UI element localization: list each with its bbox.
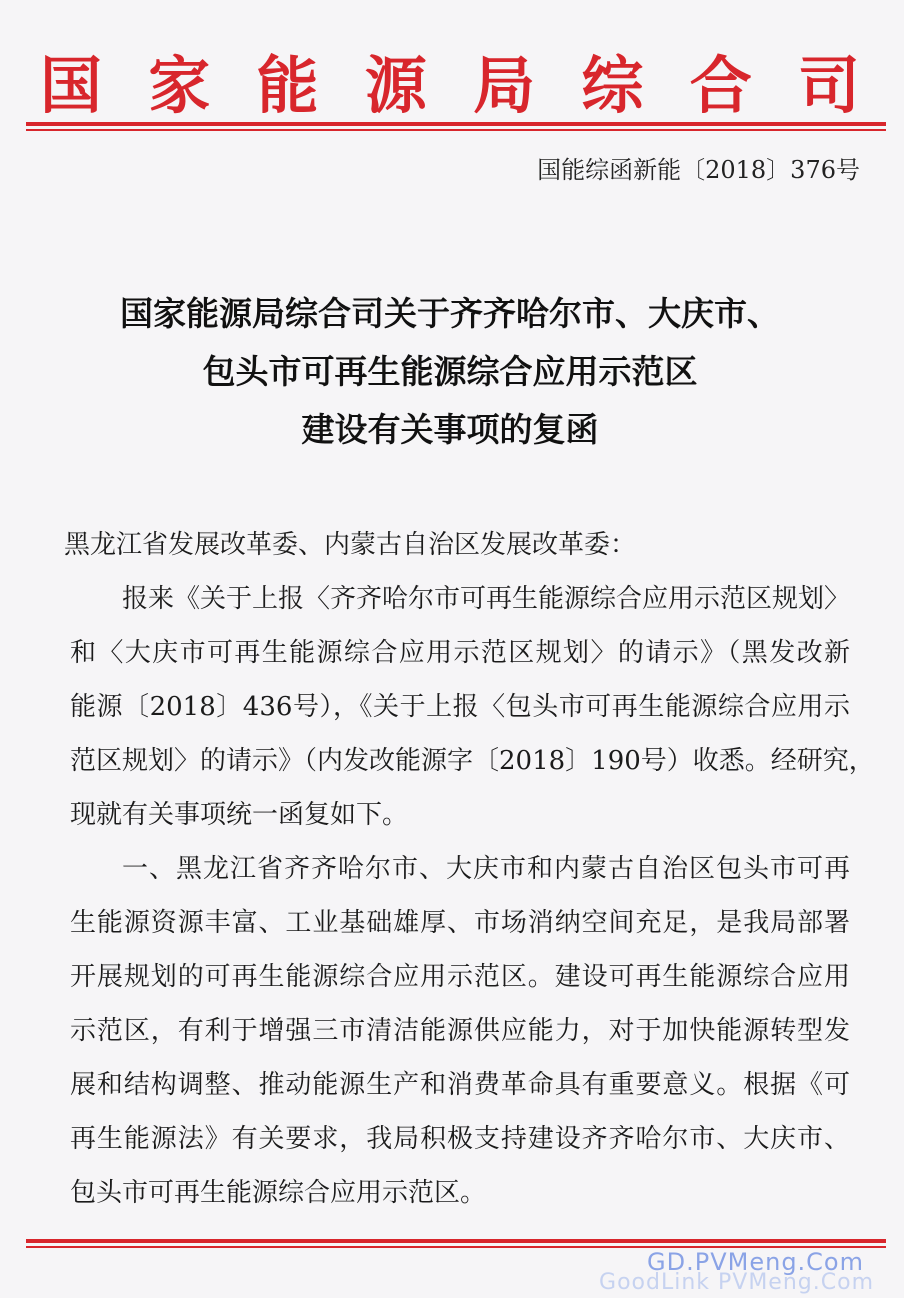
paragraph-line: 示范区，有利于增强三市清洁能源供应能力，对于加快能源转型发 — [70, 1016, 850, 1046]
header-char: 国 — [40, 48, 103, 122]
paragraph-line: 和〈大庆市可再生能源综合应用示范区规划〉的请示》（黑发改新 — [70, 638, 850, 668]
paragraph-line: 包头市可再生能源综合应用示范区。 — [70, 1178, 487, 1208]
title-line: 包头市可再生能源综合应用示范区 — [202, 352, 698, 391]
header-char: 源 — [364, 48, 427, 122]
document-body — [64, 518, 875, 1220]
header-char: 家 — [148, 48, 211, 122]
paragraph-line: 报来《关于上报〈齐齐哈尔市可再生能源综合应用示范区规划〉 — [122, 584, 851, 614]
document-title — [60, 285, 840, 459]
salutation: 黑龙江省发展改革委、内蒙古自治区发展改革委： — [64, 530, 637, 560]
header-divider — [26, 122, 886, 131]
title-line: 建设有关事项的复函 — [301, 410, 599, 449]
paragraph-line: 现就有关事项统一函复如下。 — [70, 800, 409, 830]
header-char: 司 — [797, 48, 860, 122]
document-number: 国能综函新能〔2018〕376号 — [537, 156, 860, 184]
header-char: 局 — [473, 48, 536, 122]
paragraph-line: 能源〔2018〕436号），《关于上报〈包头市可再生能源综合应用示 — [70, 692, 850, 722]
watermark-text: GoodLink PVMeng.Com — [599, 1270, 874, 1295]
paragraph-line: 再生能源法》有关要求，我局积极支持建设齐齐哈尔市、大庆市、 — [70, 1124, 850, 1154]
header-char: 能 — [256, 48, 319, 122]
paragraph-line: 展和结构调整、推动能源生产和消费革命具有重要意义。根据《可 — [70, 1070, 850, 1100]
watermark-text: GD.PVMeng.Com — [647, 1248, 864, 1276]
header-char: 综 — [581, 48, 644, 122]
issuing-authority-header — [40, 40, 860, 120]
footer-divider — [26, 1239, 886, 1248]
paragraph-line: 范区规划〉的请示》（内发改能源字〔2018〕190号）收悉。经研究， — [70, 746, 875, 776]
header-char: 合 — [689, 48, 752, 122]
title-line: 国家能源局综合司关于齐齐哈尔市、大庆市、 — [120, 294, 780, 333]
paragraph-line: 开展规划的可再生能源综合应用示范区。建设可再生能源综合应用 — [70, 962, 850, 992]
paragraph-line: 生能源资源丰富、工业基础雄厚、市场消纳空间充足，是我局部署 — [70, 908, 850, 938]
paragraph-line: 一、黑龙江省齐齐哈尔市、大庆市和内蒙古自治区包头市可再 — [122, 854, 850, 884]
